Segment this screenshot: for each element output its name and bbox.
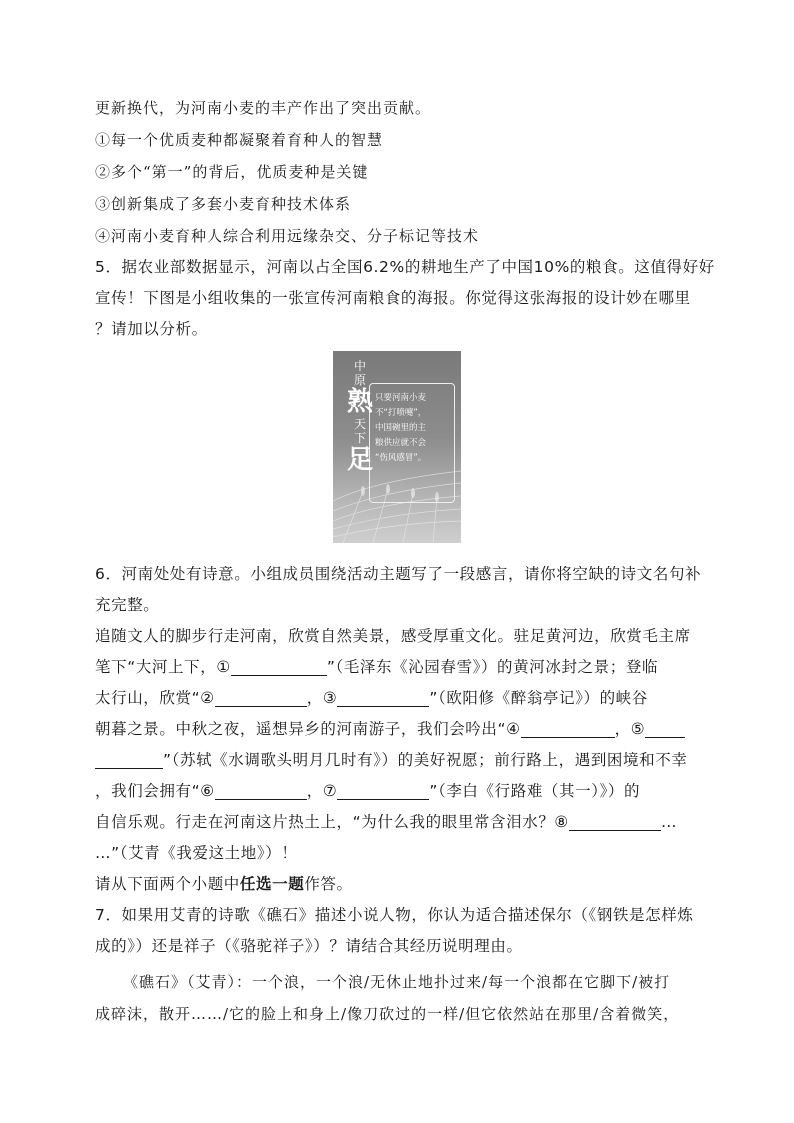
question-7-line: 7．如果用艾青的诗歌《礁石》描述小说人物，你认为适合描述保尔（《钢铁是怎样炼 <box>95 906 694 924</box>
text-segment: 朝暮之景。中秋之夜，遥想异乡的河南游子，我们会吟出“④ <box>95 720 521 738</box>
question-7 <box>95 900 705 962</box>
answer-blank-7[interactable] <box>337 781 429 800</box>
top-section <box>95 92 705 252</box>
text-segment: ，⑤ <box>614 720 646 738</box>
choose-line <box>95 869 705 900</box>
option-line: ④河南小麦育种人综合利用远缘杂交、分子标记等技术 <box>95 227 480 245</box>
question-6-line: 充完整。 <box>95 596 160 614</box>
poster-container <box>95 351 705 551</box>
poster-caption-line: 不“打喷嚏”， <box>375 408 427 418</box>
text-segment: ”（毛泽东《沁园春雪》）的黄河冰封之景；登临 <box>326 658 659 676</box>
poster-title-char: 天 <box>353 417 366 431</box>
emphasis-text: 任选一题 <box>239 875 305 893</box>
question-6-line <box>95 683 705 714</box>
question-5 <box>95 252 715 345</box>
poster-caption-line: 只要河南小麦 <box>375 393 427 403</box>
poster-caption <box>375 391 451 466</box>
question-6-line <box>95 652 705 683</box>
document-page <box>95 92 715 1030</box>
answer-blank-2[interactable] <box>215 688 307 707</box>
text-segment: 笔下“大河上下，① <box>95 658 231 676</box>
option-line: ①每一个优质麦种都凝聚着育种人的智慧 <box>95 131 384 149</box>
question-6-line: 6．河南处处有诗意。小组成员围绕活动主题写了一段感言，请你将空缺的诗文名句补 <box>95 565 702 583</box>
poster-title-char: 中 <box>353 359 366 373</box>
poster-caption-line: 粮供应就不会 <box>375 438 427 448</box>
answer-blank-3[interactable] <box>337 688 429 707</box>
text-segment: 太行山，欣赏“② <box>95 689 215 707</box>
poem-excerpt <box>95 966 705 1030</box>
answer-blank-6[interactable] <box>215 781 307 800</box>
question-6-line <box>95 745 705 776</box>
option-line: ③创新集成了多套小麦育种技术体系 <box>95 195 352 213</box>
question-6-line: …”（艾青《我爱这土地》）！ <box>95 844 298 862</box>
poem-line: 成碎沫，散开……/它的脸上和身上/像刀砍过的一样/但它依然站在那里/含着微笑， <box>95 1005 680 1023</box>
poster-title-char: 足 <box>346 445 373 475</box>
grain-poster-image <box>333 351 461 543</box>
answer-blank-8[interactable] <box>569 812 661 831</box>
question-5-line: 5．据农业部数据显示，河南以占全国6.2%的耕地生产了中国10%的粮食。这值得好好 <box>95 258 715 276</box>
text-segment: … <box>660 813 678 831</box>
text-segment: 作答。 <box>304 875 353 893</box>
poster-caption-line: 中国碗里的主 <box>375 423 427 433</box>
text-segment: 自信乐观。行走在河南这片热土上，“为什么我的眼里常含泪水？⑧ <box>95 813 569 831</box>
text-segment: ，③ <box>306 689 338 707</box>
question-6-line <box>95 714 705 745</box>
question-6-line <box>95 776 705 807</box>
text-segment: ”（欧阳修《醉翁亭记》）的峡谷 <box>429 689 648 707</box>
text-segment: ，⑦ <box>306 782 338 800</box>
text-segment: ，我们会拥有“⑥ <box>95 782 215 800</box>
poster-title-char: 原 <box>353 373 366 387</box>
question-5-line: 宣传！下图是小组收集的一张宣传河南粮食的海报。你觉得这张海报的设计妙在哪里 <box>95 289 691 307</box>
poster-title-char: 下 <box>353 431 366 445</box>
poster-caption-line: “伤风感冒”。 <box>375 453 427 463</box>
question-5-line: ？请加以分析。 <box>95 320 208 338</box>
poem-line: 《礁石》（艾青）：一个浪，一个浪/无休止地扑过来/每一个浪都在它脚下/被打 <box>123 973 671 991</box>
option-line: ②多个“第一”的背后，优质麦种是关键 <box>95 163 369 181</box>
text-segment: ”（李白《行路难（其一）》）的 <box>429 782 641 800</box>
text-segment: 请从下面两个小题中 <box>95 875 240 893</box>
question-7-line: 成的》）还是祥子（《骆驼祥子》）？请结合其经历说明理由。 <box>95 937 523 955</box>
answer-blank-5[interactable] <box>645 719 685 738</box>
text-segment: ”（苏轼《水调歌头明月几时有》）的美好祝愿；前行路上，遇到困境和不幸 <box>163 751 688 769</box>
poster-title <box>345 359 375 475</box>
choose-instruction <box>95 869 705 900</box>
question-6-line <box>95 807 705 838</box>
answer-blank-1[interactable] <box>231 657 327 676</box>
question-6 <box>95 559 705 869</box>
question-6-line: 追随文人的脚步行走河南，欣赏自然美景，感受厚重文化。驻足黄河边，欣赏毛主席 <box>95 627 691 645</box>
poster-title-char: 熟 <box>346 387 373 417</box>
answer-blank-4[interactable] <box>521 719 615 738</box>
text-line: 更新换代，为河南小麦的丰产作出了突出贡献。 <box>95 99 432 117</box>
answer-blank-5-cont[interactable] <box>95 750 163 769</box>
